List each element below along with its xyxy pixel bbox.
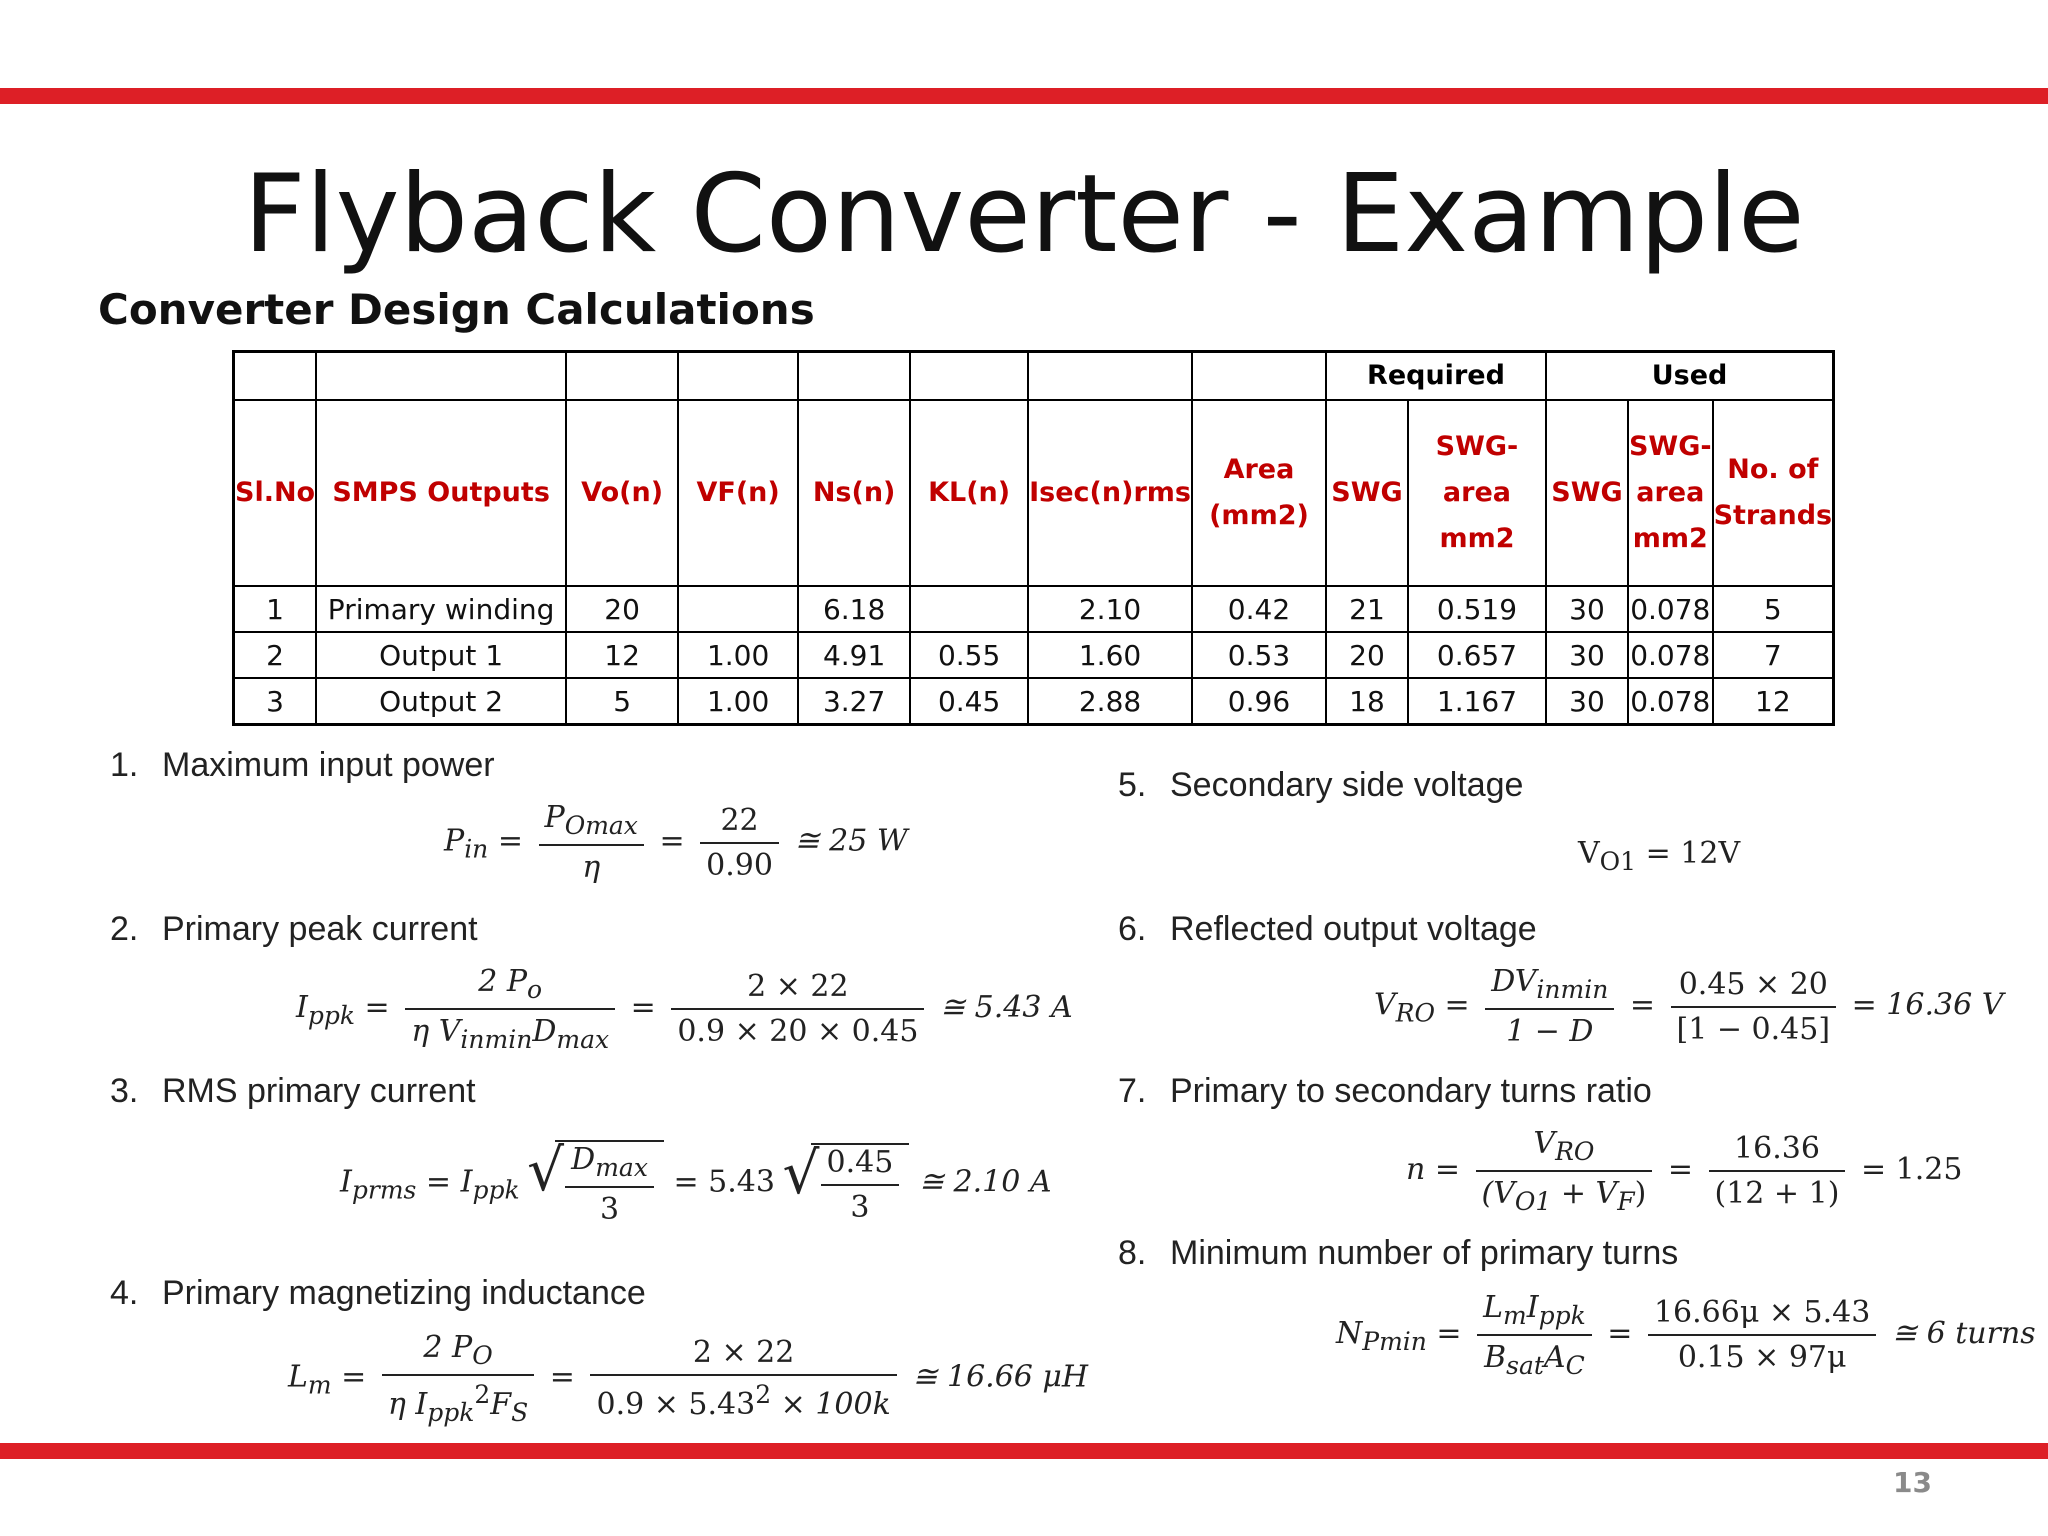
equation-magnetizing-inductance: $L_m$ = $\frac{2 P_O}{\eta I_{ppk}^2F_S}$ = $\frac{2 \times 22}{0.9 \times 5.43^2 \times 100k}$ ≅ 16.66 μH xyxy=(288,1330,1089,1427)
fraction: $\frac{P_{Omax}}{\eta}$ xyxy=(539,800,644,885)
col-header: Sl.No xyxy=(234,400,317,586)
fraction: $\frac{L_mI_{ppk}}{B_{sat}A_C}$ xyxy=(1477,1290,1592,1380)
table-cell: 0.078 xyxy=(1628,632,1713,678)
equation-reflected-voltage: $V_{RO}$ = $\frac{DV_{inmin}}{1 - D}$ = $\frac{0.45 \times 20}{[1 - 0.45]}$ = 16.36 V xyxy=(1374,964,2004,1049)
table-cell: 0.519 xyxy=(1408,586,1546,632)
table-cell: 30 xyxy=(1546,678,1628,725)
col-header: Vo(n) xyxy=(566,400,678,586)
table-cell: 2.88 xyxy=(1028,678,1192,725)
section-subtitle: Converter Design Calculations xyxy=(98,285,815,334)
table-cell: 1.00 xyxy=(678,678,798,725)
table-cell: Output 1 xyxy=(316,632,566,678)
col-header: Area (mm2) xyxy=(1192,400,1326,586)
col-header: No. of Strands xyxy=(1713,400,1834,586)
table-cell: 2.10 xyxy=(1028,586,1192,632)
equation-turns-ratio: n = $\frac{V_{RO}}{(V_{O1} + V_F)}$ = $\frac{16.36}{(12 + 1)}$ = 1.25 xyxy=(1406,1126,1963,1216)
table-cell: 6.18 xyxy=(798,586,910,632)
table-cell: 0.55 xyxy=(910,632,1028,678)
equation-secondary-voltage: $V_{O1} = 12V$ xyxy=(1578,836,1741,876)
fraction: $\frac{2 \times 22}{0.9 \times 20 \times 0.45}$ xyxy=(671,969,924,1049)
table-cell: 12 xyxy=(566,632,678,678)
fraction: $\frac{2 \times 22}{0.9 \times 5.43^2 \times 100k}$ xyxy=(590,1335,896,1422)
col-header: VF(n) xyxy=(678,400,798,586)
fraction: √ $\frac{0.45}{3}$ xyxy=(821,1145,900,1225)
col-header: Ns(n) xyxy=(798,400,910,586)
col-header: SWG xyxy=(1546,400,1628,586)
table-cell: 0.42 xyxy=(1192,586,1326,632)
col-header: SWG-area mm2 xyxy=(1408,400,1546,586)
step-5-heading: 5. Secondary side voltage xyxy=(1118,766,1524,804)
fraction: $\frac{22}{0.90}$ xyxy=(700,803,779,883)
equation-input-power: $P_{in}$ = $\frac{P_{Omax}}{\eta}$ = $\frac{22}{0.90}$ ≅ 25 W xyxy=(444,800,908,885)
step-3-heading: 3. RMS primary current xyxy=(110,1072,476,1110)
table-row xyxy=(234,632,1834,678)
step-1-heading: 1. Maximum input power xyxy=(110,746,495,784)
fraction: $\frac{2 P_O}{\eta I_{ppk}^2F_S}$ xyxy=(382,1330,534,1427)
step-2-heading: 2. Primary peak current xyxy=(110,910,478,948)
equation-rms-current: $I_{prms} = I_{ppk}$ √ $\frac{D_{max}}{3}$ = 5.43 √ $\frac{0.45}{3}$ ≅ 2.10 A xyxy=(340,1140,1052,1227)
fraction: $\frac{16.36}{(12 + 1)}$ xyxy=(1709,1131,1846,1211)
table-cell: 0.45 xyxy=(910,678,1028,725)
square-root xyxy=(811,1143,910,1225)
table-cell: 4.91 xyxy=(798,632,910,678)
table-cell: 20 xyxy=(1326,632,1408,678)
table-cell: 0.078 xyxy=(1628,678,1713,725)
fraction: √ $\frac{D_{max}}{3}$ xyxy=(565,1142,654,1227)
group-header-required: Required xyxy=(1326,352,1546,401)
col-header: SWG- area mm2 xyxy=(1628,400,1713,586)
table-cell: Output 2 xyxy=(316,678,566,725)
fraction: $\frac{0.45 \times 20}{[1 - 0.45]}$ xyxy=(1671,967,1837,1047)
table-cell: 1.00 xyxy=(678,632,798,678)
table-cell: 5 xyxy=(566,678,678,725)
square-root xyxy=(555,1140,664,1227)
step-8-heading: 8. Minimum number of primary turns xyxy=(1118,1234,1679,1272)
design-table xyxy=(232,350,1835,726)
table-cell: 5 xyxy=(1713,586,1834,632)
group-header-used: Used xyxy=(1546,352,1834,401)
step-4-heading: 4. Primary magnetizing inductance xyxy=(110,1274,646,1312)
table-cell: 30 xyxy=(1546,632,1628,678)
table-group-header-row xyxy=(234,352,1834,401)
fraction: $\frac{DV_{inmin}}{1 - D}$ xyxy=(1485,964,1614,1049)
col-header: Isec(n)rms xyxy=(1028,400,1192,586)
table-cell: 20 xyxy=(566,586,678,632)
table-cell: 12 xyxy=(1713,678,1834,725)
table-cell xyxy=(678,586,798,632)
equation-primary-turns: $N_{Pmin}$ = $\frac{L_mI_{ppk}}{B_{sat}A_C}$ = $\frac{16.66\mu \times 5.43}{0.15 \times 97\mu}$ ≅ 6 turns xyxy=(1336,1290,2036,1380)
fraction: $\frac{V_{RO}}{(V_{O1} + V_F)}$ xyxy=(1476,1126,1653,1216)
fraction: $\frac{2 P_o}{\eta V_{inmin}D_{max}}$ xyxy=(405,964,615,1054)
slide-title: Flyback Converter - Example xyxy=(243,152,1805,277)
table-cell: 1 xyxy=(234,586,317,632)
table-cell: 18 xyxy=(1326,678,1408,725)
col-header: KL(n) xyxy=(910,400,1028,586)
table-cell: 2 xyxy=(234,632,317,678)
table-cell: 7 xyxy=(1713,632,1834,678)
table-cell: 1.167 xyxy=(1408,678,1546,725)
bottom-accent-bar xyxy=(0,1443,2048,1459)
table-cell: Primary winding xyxy=(316,586,566,632)
col-header: SMPS Outputs xyxy=(316,400,566,586)
col-header: SWG xyxy=(1326,400,1408,586)
table-cell: 0.657 xyxy=(1408,632,1546,678)
table-cell: 1.60 xyxy=(1028,632,1192,678)
step-6-heading: 6. Reflected output voltage xyxy=(1118,910,1537,948)
page-number: 13 xyxy=(1893,1466,1932,1499)
table-cell: 0.078 xyxy=(1628,586,1713,632)
step-7-heading: 7. Primary to secondary turns ratio xyxy=(1118,1072,1652,1110)
table-cell: 3.27 xyxy=(798,678,910,725)
table-cell: 0.96 xyxy=(1192,678,1326,725)
table-row xyxy=(234,678,1834,725)
table-cell xyxy=(910,586,1028,632)
equation-peak-current: $I_{ppk}$ = $\frac{2 P_o}{\eta V_{inmin}D_{max}}$ = $\frac{2 \times 22}{0.9 \times 20 \times 0.45}$ ≅ 5.43 A xyxy=(296,964,1073,1054)
table-cell: 21 xyxy=(1326,586,1408,632)
fraction: $\frac{16.66\mu \times 5.43}{0.15 \times 97\mu}$ xyxy=(1648,1295,1876,1375)
table-cell: 30 xyxy=(1546,586,1628,632)
table-cell: 0.53 xyxy=(1192,632,1326,678)
table-cell: 3 xyxy=(234,678,317,725)
top-accent-bar xyxy=(0,88,2048,104)
table-row xyxy=(234,586,1834,632)
table-header-row xyxy=(234,400,1834,586)
